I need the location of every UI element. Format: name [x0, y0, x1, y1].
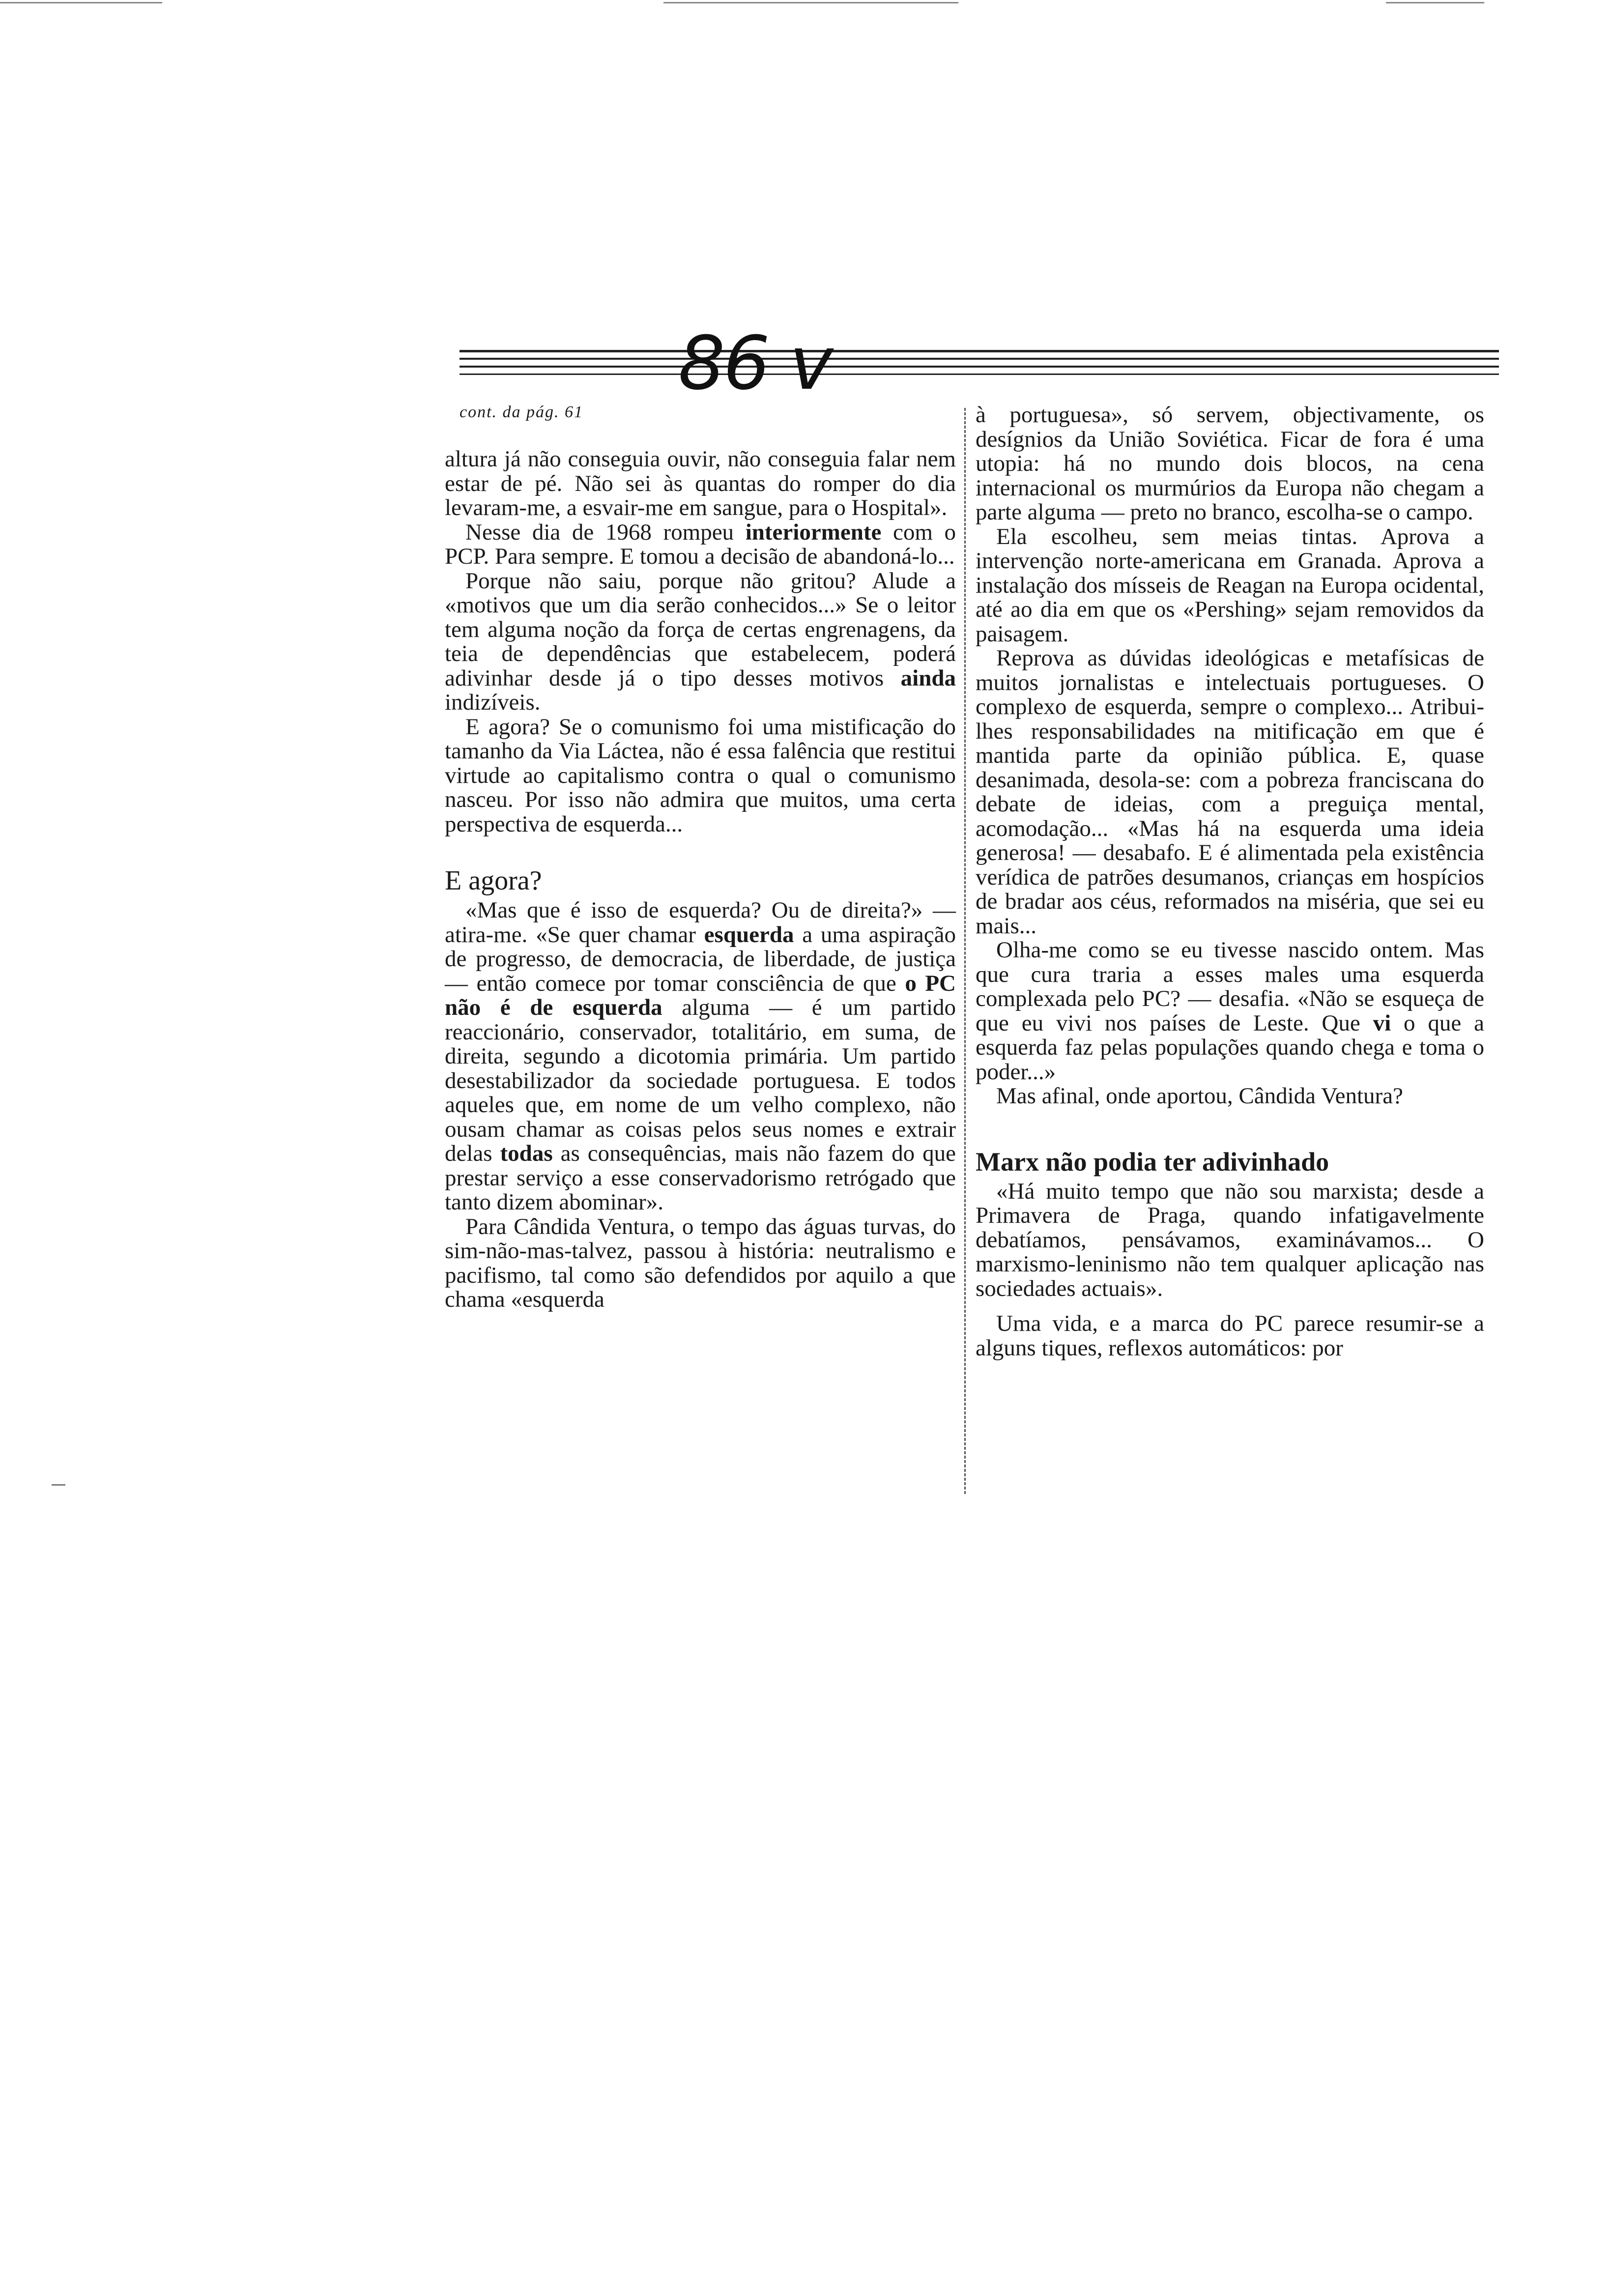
- paragraph: Uma vida, e a marca do PC parece resumir-se a alguns tiques, reflexos automáticos: por: [976, 1311, 1484, 1361]
- header-rule: [460, 366, 1499, 368]
- paragraph: Ela escolheu, sem meias tintas. Aprova a intervenção norte-americana em Granada. Aprova a instalação dos mísseis de Reagan na Europa ocidental, até ao dia em que os «Pershing» sejam removidos da paisagem.: [976, 523, 1484, 647]
- paragraph: Reprova as dúvidas ideológicas e metafísicas de muitos jornalistas e intelectuais portugueses. O complexo de esquerda, sempre o complexo... Atribui-lhes responsabilidades na mitificação em que é mantida parte da opinião pública. E, quase desanimada, desola-se: com a pobreza franciscana do debate de ideias, com a preguiça mental, acomodação... «Mas há na esquerda uma ideia generosa! — desabafo. E é alimentada pela existência verídica de patrões desumanos, crianças em hospícios de bradar aos céus, reformados na miséria, que sei eu mais...: [976, 645, 1484, 939]
- paragraph: à portuguesa», só servem, objectivamente, os desígnios da União Soviética. Ficar de fora é uma utopia: há no mundo dois blocos, na cena internacional os murmúrios da Europa não chegam a parte alguma — preto no branco, escolha-se o campo.: [976, 402, 1484, 525]
- scan-edge-mark: [1386, 2, 1484, 3]
- section-heading: Marx não podia ter adivinhado: [976, 1147, 1329, 1177]
- section-heading: E agora?: [445, 865, 542, 896]
- paragraph: Mas afinal, onde aportou, Cândida Ventura?: [996, 1083, 1403, 1109]
- paragraph: «Mas que é isso de esquerda? Ou de direita?» — atira-me. «Se quer chamar esquerda a uma aspiração de progresso, de democracia, de liberdade, de justiça — então comece por tomar consciência de que o PC não é de esquerda alguma — é um partido reaccionário, conservador, totalitário, em suma, de direita, segundo a dicotomia primária. Um partido desestabilizador da sociedade portuguesa. E todos aqueles que, em nome de um velho complexo, não ousam chamar as coisas pelos seus nomes e extrair delas todas as consequências, mais não fazem do que prestar serviço a esse conservadorismo retrógado que tanto dizem abominar».: [445, 897, 956, 1215]
- scan-margin-mark: [52, 1484, 65, 1486]
- continuation-label: cont. da pág. 61: [460, 403, 584, 421]
- paragraph: Olha-me como se eu tivesse nascido ontem. Mas que cura traria a esses males uma esquerda complexada pelo PC? — desafia. «Não se esqueça de que eu vivi nos países de Leste. Que vi o que a esquerda faz pelas populações quando chega e toma o poder...»: [976, 937, 1484, 1085]
- article-column-right: [976, 403, 1484, 1360]
- scan-edge-mark: [663, 2, 958, 3]
- paragraph: altura já não conseguia ouvir, não conseguia falar nem estar de pé. Não sei às quantas do romper do dia levaram-me, a esvair-me em sangue, para o Hospital».: [445, 446, 956, 520]
- paragraph: Porque não saiu, porque não gritou? Alude a «motivos que um dia serão conhecidos...» Se o leitor tem alguma noção da força de certas engrenagens, da teia de dependências que estabelecem, poderá adivinhar desde já o tipo desses motivos ainda indizíveis.: [445, 568, 956, 715]
- paragraph: Para Cândida Ventura, o tempo das águas turvas, do sim-não-mas-talvez, passou à história: neutralismo e pacifismo, tal como são defendidos por aquilo a que chama «esquerda: [445, 1213, 956, 1312]
- scan-edge-mark: [0, 2, 162, 3]
- header-rule: [460, 358, 1499, 360]
- paragraph: E agora? Se o comunismo foi uma mistificação do tamanho da Via Láctea, não é essa falência que restitui virtude ao capitalismo contra o qual o comunismo nasceu. Por isso não admira que muitos, uma certa perspectiva de esquerda...: [445, 714, 956, 837]
- handwritten-page-note: 86 v: [678, 321, 832, 406]
- paragraph: Nesse dia de 1968 rompeu interiormente com o PCP. Para sempre. E tomou a decisão de abandoná-lo...: [445, 519, 956, 569]
- header-rule: [460, 350, 1499, 352]
- column-divider: [964, 408, 966, 1494]
- paragraph: «Há muito tempo que não sou marxista; desde a Primavera de Praga, quando infatigavelmente debatíamos, pensávamos, examinávamos... O marxismo-leninismo não tem qualquer aplicação nas sociedades actuais».: [976, 1178, 1484, 1301]
- article-column-left: [445, 447, 956, 1312]
- header-rule: [460, 373, 1499, 375]
